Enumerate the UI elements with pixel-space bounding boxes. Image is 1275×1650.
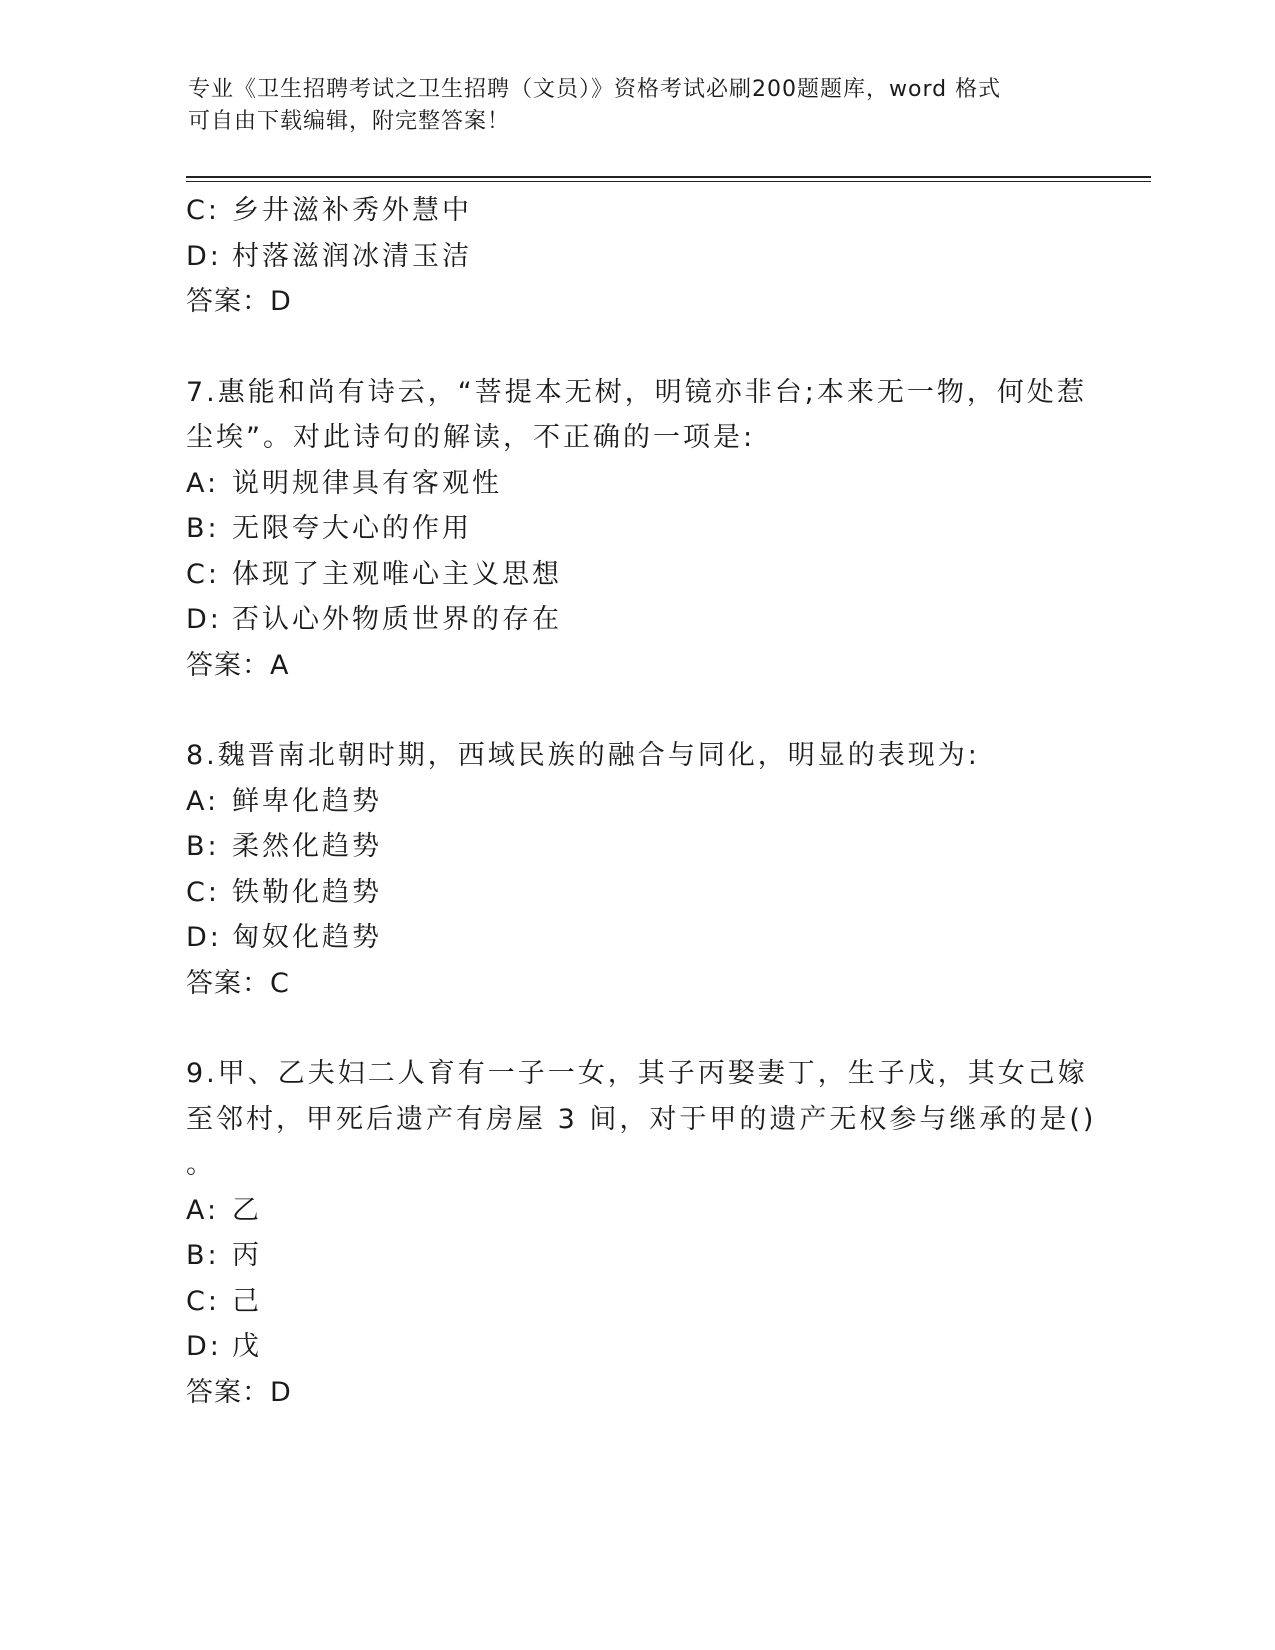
option-a bbox=[186, 461, 1086, 507]
question-spacer bbox=[186, 325, 1086, 370]
option-label: C: bbox=[186, 1285, 220, 1317]
question-9 bbox=[186, 1051, 1097, 1415]
option-label: B: bbox=[186, 831, 220, 862]
question-stem-line: 8.魏晋南北朝时期，西域民族的融合与同化，明显的表现为: bbox=[186, 740, 980, 771]
option-text: 村落滋润冰清玉洁 bbox=[232, 240, 472, 272]
answer-prefix: 答案： bbox=[186, 1376, 270, 1408]
header-divider-thin bbox=[186, 181, 1151, 182]
option-b bbox=[186, 824, 1086, 870]
question-stem-line: 尘埃”。对此诗句的解读，不正确的一项是: bbox=[186, 422, 756, 453]
answer-value: C bbox=[270, 967, 290, 999]
option-label: D: bbox=[186, 922, 222, 953]
question-content bbox=[186, 188, 1097, 1415]
option-b bbox=[186, 1233, 1086, 1279]
answer-prefix: 答案： bbox=[186, 967, 270, 999]
option-label: C: bbox=[186, 876, 220, 908]
option-label: C: bbox=[186, 558, 220, 590]
option-label: B: bbox=[186, 1240, 220, 1271]
option-label: A: bbox=[186, 467, 220, 499]
option-d bbox=[186, 597, 1086, 643]
question-stem-line: 7.惠能和尚有诗云，“菩提本无树，明镜亦非台;本来无一物，何处惹 bbox=[186, 376, 1087, 408]
option-text: 无限夸大心的作用 bbox=[232, 513, 472, 544]
option-label: A: bbox=[186, 1194, 220, 1226]
option-text: 体现了主观唯心主义思想 bbox=[232, 558, 562, 590]
option-text: 丙 bbox=[232, 1240, 262, 1271]
question-stem-line: 9.甲、乙夫妇二人育有一子一女，其子丙娶妻丁，生子戊，其女己嫁 bbox=[186, 1058, 1088, 1089]
header-line-1: 专业《卫生招聘考试之卫生招聘（文员）》资格考试必刷200题题库，word 格式 bbox=[188, 77, 1002, 102]
question-7 bbox=[186, 370, 1086, 689]
option-text: 说明规律具有客观性 bbox=[232, 467, 502, 499]
header-divider-thick bbox=[186, 176, 1151, 178]
option-text: 否认心外物质世界的存在 bbox=[232, 604, 562, 635]
question-8 bbox=[186, 733, 1086, 1006]
document-header bbox=[188, 74, 1088, 138]
question-stem-line: 至邻村，甲死后遗产有房屋 3 间，对于甲的遗产无权参与继承的是() bbox=[186, 1103, 1097, 1135]
option-c bbox=[186, 552, 1086, 598]
answer-value: A bbox=[270, 649, 290, 681]
option-text: 匈奴化趋势 bbox=[232, 922, 382, 953]
option-text: 己 bbox=[232, 1285, 262, 1317]
question-spacer bbox=[186, 1006, 1086, 1051]
answer-line bbox=[186, 643, 1086, 689]
answer-value: D bbox=[270, 1376, 292, 1408]
option-label: C: bbox=[186, 195, 220, 226]
answer-value: D bbox=[270, 286, 292, 317]
option-label: A: bbox=[186, 785, 220, 817]
option-a bbox=[186, 779, 1086, 825]
option-c bbox=[186, 188, 1086, 234]
answer-prefix: 答案： bbox=[186, 286, 270, 317]
answer-line bbox=[186, 279, 1086, 325]
option-d bbox=[186, 1324, 1086, 1370]
header-line-2: 可自由下载编辑，附完整答案！ bbox=[188, 109, 511, 134]
option-text: 鲜卑化趋势 bbox=[232, 785, 382, 817]
question-stem-line: 。 bbox=[186, 1149, 216, 1180]
option-d bbox=[186, 915, 1086, 961]
option-text: 柔然化趋势 bbox=[232, 831, 382, 862]
question-spacer bbox=[186, 688, 1086, 733]
answer-line bbox=[186, 1370, 1086, 1416]
option-a bbox=[186, 1188, 1086, 1234]
option-text: 戊 bbox=[232, 1331, 262, 1362]
option-d bbox=[186, 234, 1086, 280]
option-text: 乙 bbox=[232, 1194, 262, 1226]
option-c bbox=[186, 870, 1086, 916]
option-label: D: bbox=[186, 240, 222, 272]
option-b bbox=[186, 506, 1086, 552]
option-label: D: bbox=[186, 604, 222, 635]
option-label: B: bbox=[186, 513, 220, 544]
answer-prefix: 答案： bbox=[186, 649, 270, 681]
option-text: 乡井滋补秀外慧中 bbox=[232, 195, 472, 226]
option-label: D: bbox=[186, 1331, 222, 1362]
option-c bbox=[186, 1279, 1086, 1325]
option-text: 铁勒化趋势 bbox=[232, 876, 382, 908]
answer-line bbox=[186, 961, 1086, 1007]
